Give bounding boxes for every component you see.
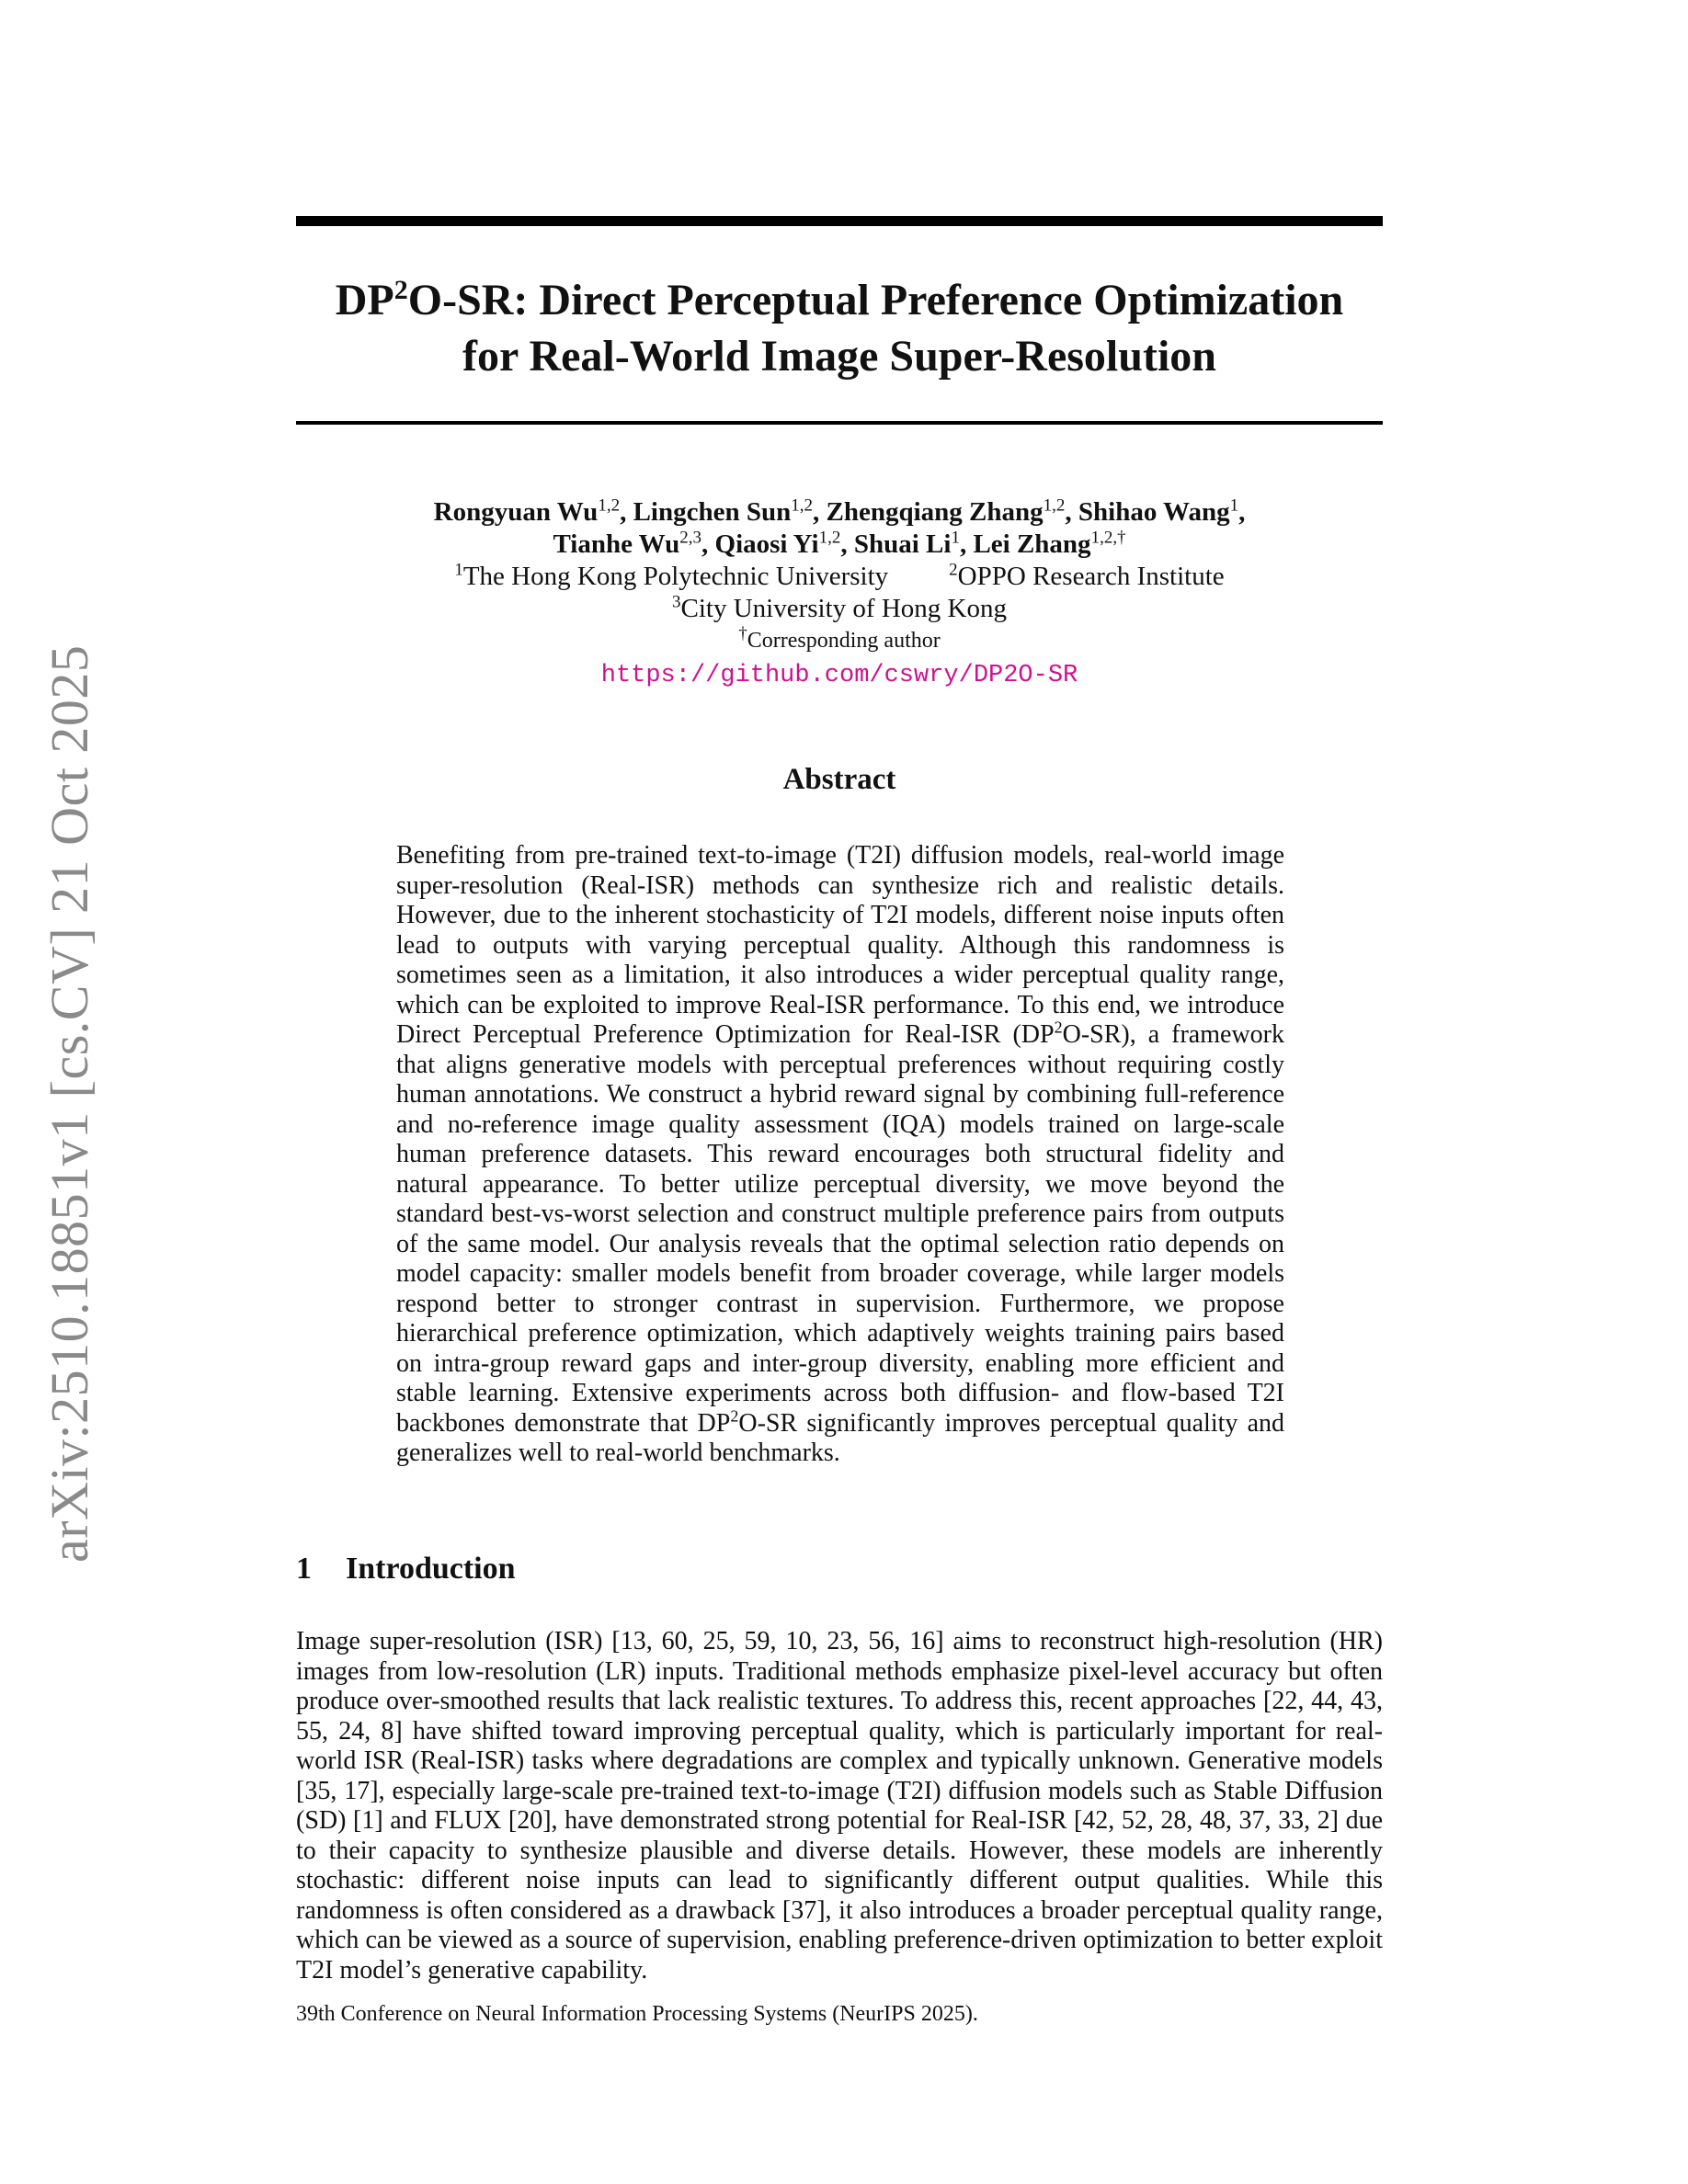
conference-footnote: 39th Conference on Neural Information Processing Systems (NeurIPS 2025). [296, 2002, 978, 2026]
arxiv-side-stamp: arXiv:2510.18851v1 [cs.CV] 21 Oct 2025 [40, 644, 99, 1563]
title-superscript: 2 [393, 275, 408, 305]
section-title: Introduction [346, 1552, 516, 1586]
author-name: Qiaosi Yi [714, 529, 819, 559]
author-block [296, 496, 1383, 692]
author-name: Tianhe Wu [553, 529, 680, 559]
affiliation-oppo: OPPO Research Institute [957, 562, 1225, 591]
author-name: Rongyuan Wu [433, 497, 599, 527]
introduction-paragraph: Image super-resolution (ISR) [13, 60, 25, 59, 10, 23, 56, 16] aims to reconstruct high-resolution (HR) images from low-resolution (LR) inputs. Traditional methods emphasize pixel-level accuracy but often produce over-smoothed results that lack realistic textures. To address this, recent approaches [22, 44, 43, 55, 24, 8] have shifted toward improving perceptual quality, which is particularly important for real-world ISR (Real-ISR) tasks where degradations are complex and typically unknown. Generative models [35, 17], especially large-scale pre-trained text-to-image (T2I) diffusion models such as Stable Diffusion (SD) [1] and FLUX [20], have demonstrated strong potential for Real-ISR [42, 52, 28, 48, 37, 33, 2] due to their capacity to synthesize plausible and diverse details. However, these models are inherently stochastic: different noise inputs can lead to significantly different output qualities. While this randomness is often considered as a drawback [37], it also introduces a broader perceptual quality range, which can be viewed as a source of supervision, enabling preference-driven optimization to better exploit T2I model’s generative capability. [296, 1627, 1383, 1985]
abstract-heading: Abstract [782, 763, 896, 796]
author-name: Shuai Li [853, 529, 952, 559]
author-name: Lei Zhang [973, 529, 1091, 559]
affiliation-polyu: The Hong Kong Polytechnic University [462, 562, 889, 591]
title-line2: for Real-World Image Super-Resolution [462, 332, 1216, 381]
section-number: 1 [296, 1552, 312, 1586]
affiliation-line-1: $^1$The Hong Kong Polytechnic University $^2$OPPO Research Institute [454, 560, 1225, 591]
repo-link-line [296, 657, 1383, 692]
corresponding-note: †Corresponding author [738, 624, 941, 653]
title-top-rule [296, 216, 1383, 226]
title-bottom-rule [296, 421, 1383, 425]
github-repo-link[interactable]: https://github.com/cswry/DP2O-SR [600, 662, 1078, 689]
affiliation-cityu: City University of Hong Kong [680, 594, 1007, 623]
title-line1: O-SR: Direct Perceptual Preference Optimization [407, 276, 1344, 324]
author-name: Shihao Wang [1078, 497, 1230, 527]
author-name: Zhengqiang Zhang [826, 497, 1044, 527]
affiliation-line-2: $^3$City University of Hong Kong [672, 592, 1007, 623]
author-line-1: Rongyuan Wu$^{1,2}$, Lingchen Sun$^{1,2}$, Zhengqiang Zhang$^{1,2}$, Shihao Wang$^1$, [433, 495, 1246, 527]
paper-title [296, 272, 1383, 384]
title-prefix: DP [335, 276, 394, 324]
section-heading-introduction [296, 1552, 1383, 1587]
author-name: Lingchen Sun [633, 497, 792, 527]
abstract-text: Benefiting from pre-trained text-to-image (T2I) diffusion models, real-world image super-resolution (Real-ISR) methods can synthesize rich and realistic details. However, due to the inherent stochasticity of T2I models, different noise inputs often lead to outputs with varying perceptual quality. Although this randomness is sometimes seen as a limitation, it also introduces a wider perceptual quality range, which can be exploited to improve Real-ISR performance. To this end, we introduce Direct Perceptual Preference Optimization for Real-ISR $(DP^2O-SR)$, a framework that aligns generative models with perceptual preferences without requiring costly human annotations. We construct a hybrid reward signal by combining full-reference and no-reference image quality assessment (IQA) models trained on large-scale human preference datasets. This reward encourages both structural fidelity and natural appearance. To better utilize perceptual diversity, we move beyond the standard best-vs-worst selection and construct multiple preference pairs from outputs of the same model. Our analysis reveals that the optimal selection ratio depends on model capacity: smaller models benefit from broader coverage, while larger models respond better to stronger contrast in supervision. Furthermore, we propose hierarchical preference optimization, which adaptively weights training pairs based on intra-group reward gaps and inter-group diversity, enabling more efficient and stable learning. Extensive experiments across both diffusion- and flow-based T2I backbones demonstrate that $DP^2O-SR$ significantly improves perceptual quality and generalizes well to real-world benchmarks. [396, 841, 1284, 1467]
author-line-2: Tianhe Wu$^{2,3}$, Qiaosi Yi$^{1,2}$, Shuai Li$^1$, Lei Zhang$^{1,2,\dagger}$ [553, 528, 1126, 559]
